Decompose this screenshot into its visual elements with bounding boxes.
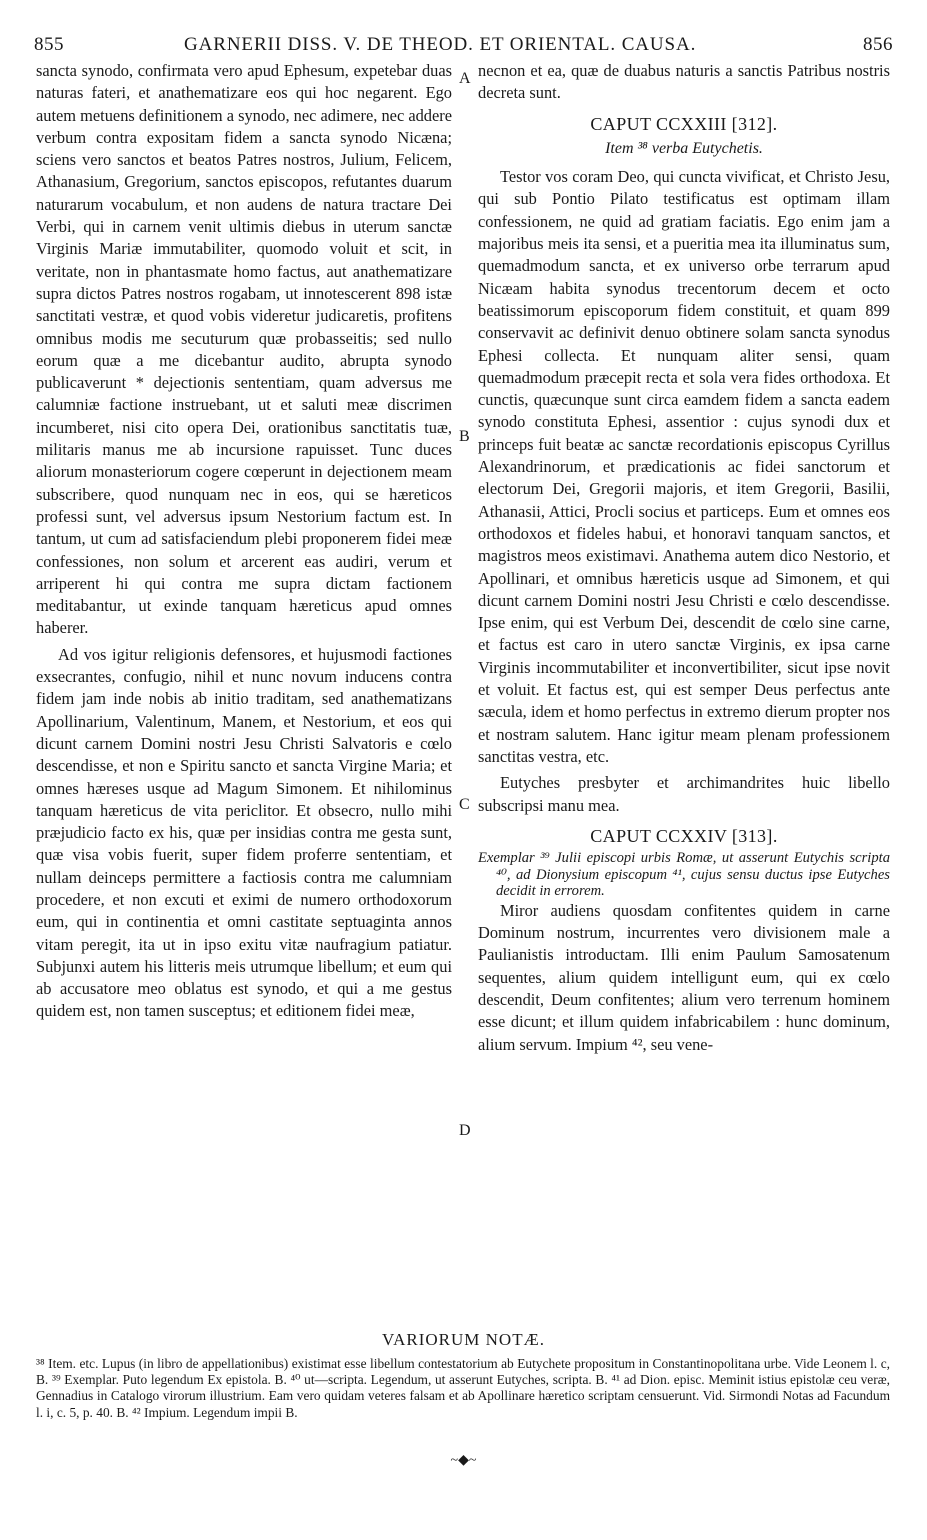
notes-heading: VARIORUM NOTÆ. — [382, 1330, 545, 1349]
chapter-subheading-223: Item ³⁸ verba Eutychetis. — [605, 139, 763, 157]
ornament-glyph: ~◆~ — [450, 1453, 477, 1468]
margin-marker-d: D — [459, 1122, 471, 1139]
right-paragraph-3: Miror audiens quosdam confitentes quidem in carne Dominum nostrum, incurrentes vero divisionem male a Paulianistis introductam. Illi enim Paulum Samosatenum sequentes, alium quidem intelligunt eum, qui ex cœlo descendit, Deum confitentes; alium vero terrenum hominem esse dicunt; et illum quidem infabricabilem : hunc dominum, alium servum. Impium ⁴², seu vene- — [478, 900, 890, 1054]
chapter-summary-224: Exemplar ³⁹ Julii episcopi urbis Romæ, ut asserunt Eutychis scripta ⁴⁰, ad Dionysium episcopum ⁴¹, cujus sensu ductus ipse Eutyches decidit in errorem. — [478, 850, 890, 900]
chapter-heading-224: CAPUT CCXXIV [313]. — [590, 825, 778, 846]
page-number-left: 855 — [34, 34, 64, 55]
left-column — [36, 60, 452, 1023]
margin-marker-b: B — [459, 428, 470, 445]
margin-marker-c: C — [459, 796, 470, 813]
margin-marker-a: A — [459, 70, 471, 87]
page-number-right: 856 — [863, 34, 893, 55]
right-column — [478, 60, 890, 1056]
right-continuation: necnon et ea, quæ de duabus naturis a sanctis Patribus nostris decreta sunt. — [478, 61, 890, 103]
running-title: GARNERII DISS. V. DE THEOD. ET ORIENTAL. CAUSA. — [184, 34, 697, 55]
chapter-heading-223: CAPUT CCXXIII [312]. — [590, 113, 778, 134]
running-header — [34, 34, 893, 58]
left-paragraph-1: sancta synodo, confirmata vero apud Ephesum, expetebar duas naturas fateri, et anathematizare eos qui hoc negarent. Ego autem metuens definitionem a synodo, nec adimere, nec addere verbum contra expositam fidem a sancta synodo Nicæna; sciens vero sanctos et beatos Patres nostros, Julium, Felicem, Athanasium, Gregorium, sanctos episcopos, refutantes duarum naturarum vocabulum, et non audens de natura tractare Dei Verbi, qui in carnem venit ultimis diebus in uterum sanctæ Virginis Mariæ immutabiliter, quomodo voluit et scit, in veritate, non in phantasmate homo factus, aut anathematizare supra dictos Patres nostros rogabam, ut innotescerent 898 istæ sanctitati vestræ, et quod vobis videretur judicaretis, profitens omnibus modis me secuturum quæ probasseitis; sed nullo eorum quæ a me dicebantur audito, abrupta synodo publicaverunt * dejectionis sententiam, quam adversus me calumniæ factione instruebant, ut et saluti meæ discrimen incumberet, nisi cito opera Dei, orationibus sanctitatis tuæ, militaris manus me ab incursione rapuisset. Tunc duces aliorum monasteriorum cogere cœperunt in dejectionem meam subscribere, quod nunquam nec in eos, qui se hæreticos professi sunt, vel adversus ipsum Nestorium factum est. In tantum, ut cum ad satisfaciendum plebi proponerem fidei meæ confessiones, non solum et arcerent eas audiri, verum et arriperent hi qui contra me supra dictam factionem meditabantur, ut exinde tanquam hæreticus apud omnes haberer. — [36, 61, 452, 638]
right-paragraph-1: Testor vos coram Deo, qui cuncta vivificat, et Christo Jesu, qui sub Pontio Pilato testificatus est optimam illam confessionem, ne quid ad gratiam faciatis. Ego enim jam a majoribus meis ita sensi, et a pueritia mea ita illuminatus sum, quemadmodum sancta, et ex universo orbe terrarum apud Nicæam habita synodus trecentorum decem et octo beatissimorum episcoporum fidem constituit, et quam 899 conservavit ac definivit denuo obtinere solam sancta synodus Ephesi collecta. Et nunquam aliter sensi, quam quemadmodum præcepit recta et sola vera fides orthodoxa. Et cunctis, quæcunque sunt circa eamdem fidem a sancta eadem synodo constituta Ephesi, assentior : cujus synodi dux et princeps fuit beatæ ac sanctæ recordationis episcopus Cyrillus Alexandrinorum, et prædicationis ac fidei sanctorum et electorum Dei, Gregorii majoris, et item Gregorii, Basilii, Athanasii, Attici, Procli socius et particeps. Eum et omnes eos orthodoxos et fideles habui, et honoravi tanquam sanctos, et magistros meos existimavi. Anathema autem dico Nestorio, et Apollinari, et omnibus hæreticis usque ad Simonem, et qui dicunt carnem Domini nostri Jesu Christi e cœlo descendisse. Ipse enim, qui est Verbum Dei, descendit de cœlo sine carne, et factus est caro in utero sanctæ Virginis, ex ipsa carne Virginis incommutabiliter et inconvertibiliter, sicut ipse novit et voluit. Et factus est, qui est semper Deus perfectus ante sæcula, idem et homo perfectus in extremo dierum propter nos et nostram salutem. Hanc igitur meam plenam professionem sanctitas vestra, etc. — [478, 167, 890, 766]
footnotes — [36, 1356, 890, 1421]
left-paragraph-2: Ad vos igitur religionis defensores, et hujusmodi factiones exsecrantes, confugio, nihil et nunc novum inducens contra fidem jam inde nobis ab initio traditam, sed anathematizans Apollinarium, Valentinum, Manem, et Nestorium, et eos qui dicunt carnem Domini nostri Jesu Christi Salvatoris e cœlo descendisse, et non e Spiritu sancto et sancta Virgine Maria; et omnes hæreses usque ad Magum Simonem. Et nihilominus tanquam hæreticus de vita periclitor. Et obsecro, nullo mihi præjudicio facto ex his, quæ per insidias contra me gesta sunt, quæ visa vobis fuerit, super fidem proferre sententiam, et nullam deinceps permittere a factiosis contra me calumniam procedere, et non excuti et eximi de numero orthodoxorum eum, qui in continentia et omni castitate septuaginta annos vitam peregit, ita ut in ipso exitu vitæ naufragium patiatur. Subjunxi autem his litteris meis utrumque libellum; et eum qui ab accusatore meo oblatus est synodo, et qui a me gestus quidem est, non tamen susceptus; et editionem fidei meæ, — [36, 644, 452, 1021]
footnotes-text: ³⁸ Item. etc. Lupus (in libro de appellationibus) existimat esse libellum contestatorium ab Eutychete propositum in Constantinopolitana urbe. Vide Leonem l. c, B. ³⁹ Exemplar. Puto legendum Ex epistola. B. ⁴⁰ ut—scripta. Legendum, ut asserunt Eutyches, scripta. B. ⁴¹ ad Dion. episc. Meminit istius epistolæ ceu veræ, Gennadius in Catalogo virorum illustrium. Eam vero quidam veteres falsam et ab Apollinare hæretico scriptam censuerunt. Vid. Sirmondi Notas ad Facundum l. i, c. 5, p. 40. B. ⁴² Impium. Legendum impii B. — [36, 1356, 890, 1420]
right-paragraph-2: Eutyches presbyter et archimandrites huic libello subscripsi manu mea. — [478, 773, 890, 815]
